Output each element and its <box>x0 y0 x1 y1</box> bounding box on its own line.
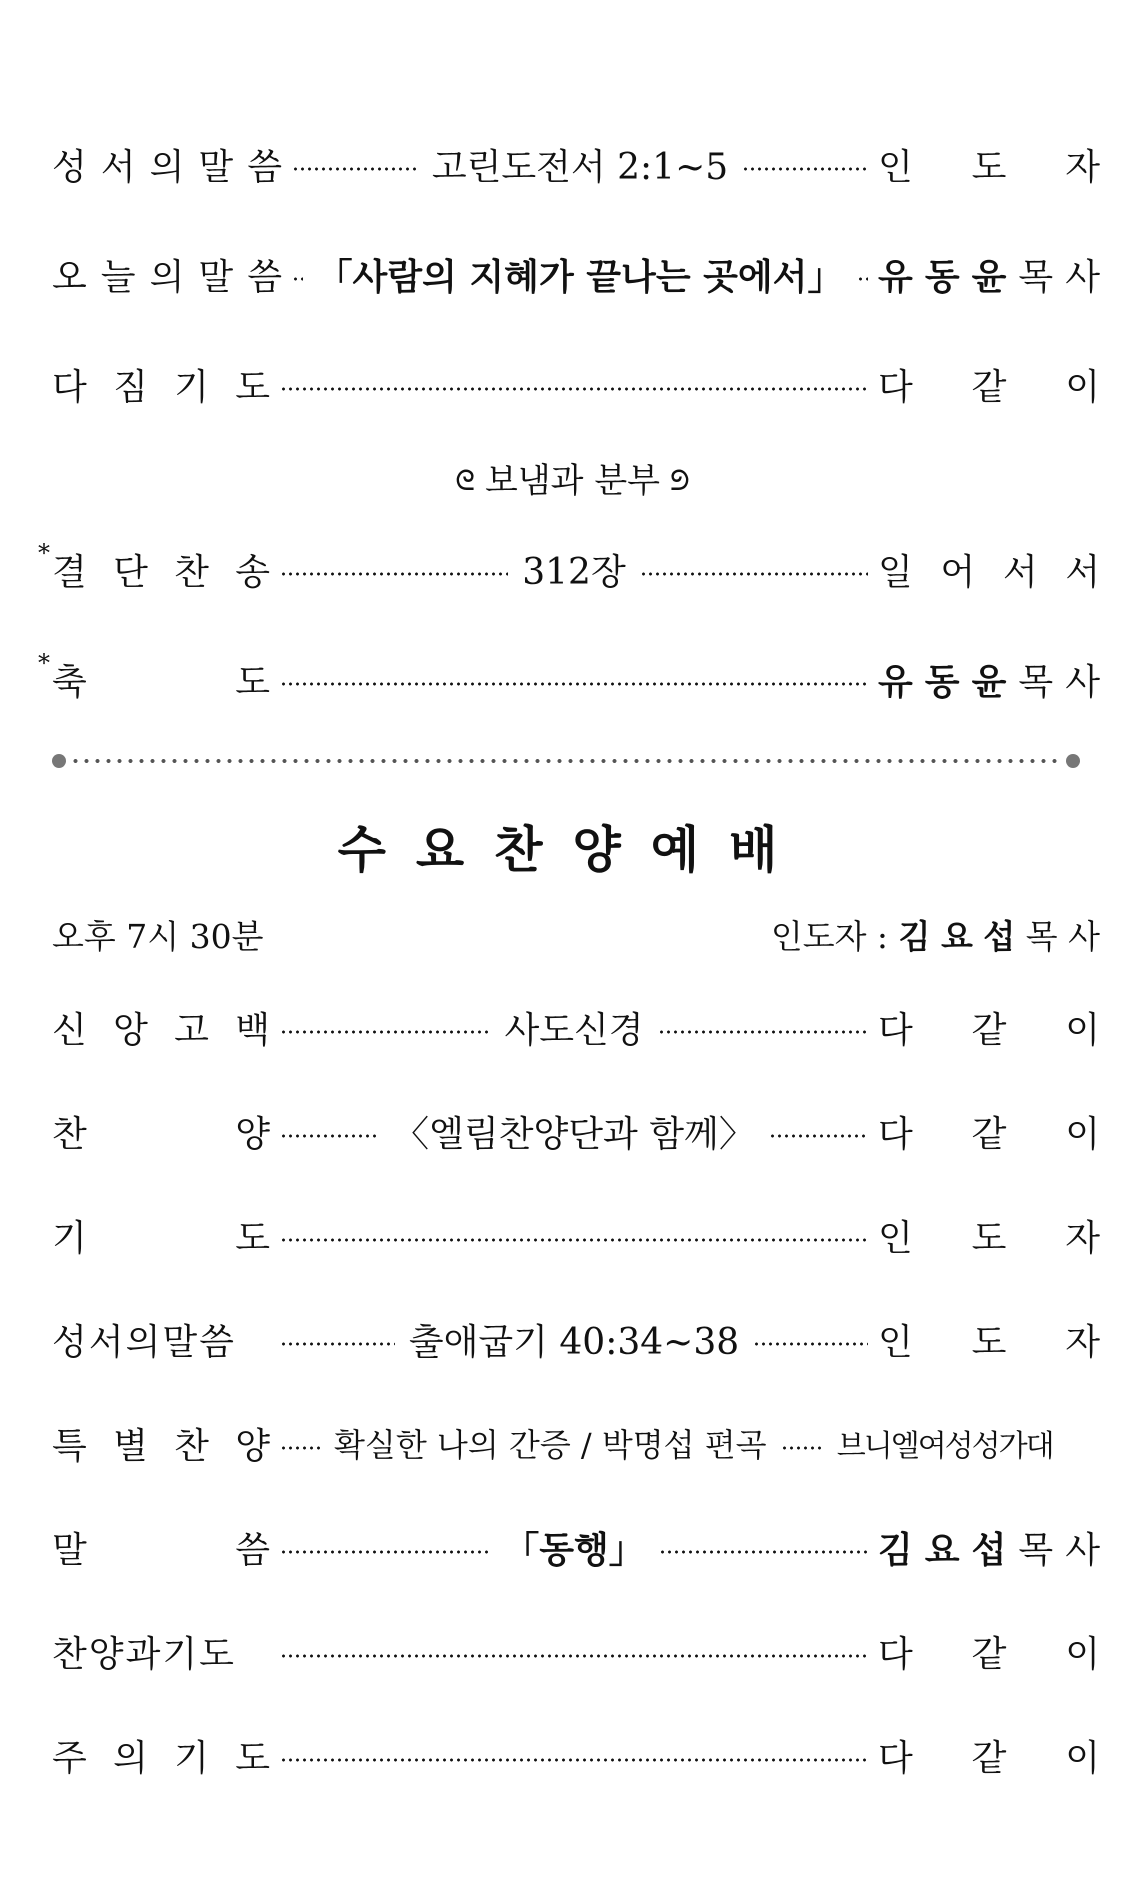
order-leader: 인 도 자 <box>878 1321 1100 1363</box>
order-label: 신 앙 고 백 <box>52 1009 270 1051</box>
order-row-scripture2 <box>52 1315 1100 1363</box>
order-detail: 출애굽기 40:34~38 <box>408 1321 740 1363</box>
order-label: 축 도 <box>52 661 270 703</box>
order-leader: 다 같 이 <box>878 366 1100 408</box>
order-leader: 김 요 섭 목 사 <box>878 1529 1100 1571</box>
dot-leader <box>280 1134 379 1138</box>
dot-leader <box>659 1550 868 1554</box>
order-row-praise <box>52 1107 1100 1155</box>
order-detail: 〈엘림찬양단과 함께〉 <box>393 1113 755 1155</box>
dot-leader <box>280 572 508 576</box>
order-label: 말 씀 <box>52 1529 270 1571</box>
order-leader: 다 같 이 <box>878 1737 1100 1779</box>
order-label: 찬 양 과 기 도 <box>52 1633 236 1675</box>
service-title: 수요찬양예배 <box>337 821 808 879</box>
dot-leader <box>640 572 868 576</box>
order-row-message <box>52 1523 1100 1571</box>
order-detail: 312장 <box>522 551 626 593</box>
dot-leader <box>781 1446 821 1450</box>
dot-leader <box>280 387 868 391</box>
order-label: 찬 양 <box>52 1113 270 1155</box>
sermon-title: 「사람의 지혜가 끝나는 곳에서」 <box>316 256 844 298</box>
service-leader: 인도자 : 김 요 섭 목 사 <box>770 916 1100 956</box>
asterisk-mark: * <box>38 539 50 567</box>
order-detail: 확실한 나의 간증 / 박명섭 편곡 <box>334 1426 767 1464</box>
dot-leader <box>292 277 303 281</box>
service-info <box>52 910 1100 958</box>
section-heading: ᘓ 보냄과 분부 ᘓ <box>455 461 690 501</box>
order-row-lords-prayer <box>52 1731 1100 1779</box>
divider-line <box>70 759 1062 763</box>
order-row-prayer <box>52 360 1100 408</box>
order-leader: 다 같 이 <box>878 1113 1100 1155</box>
divider-endpoint <box>52 754 66 768</box>
order-label: 주 의 기 도 <box>52 1737 270 1779</box>
dot-leader <box>280 1654 868 1658</box>
asterisk-mark: * <box>38 649 50 677</box>
dot-leader <box>753 1342 868 1346</box>
order-detail: 사도신경 <box>504 1009 644 1051</box>
service-time: 오후 7시 30분 <box>52 916 264 956</box>
ornament-icon: ᘓ <box>670 464 690 497</box>
order-detail: 고린도전서 2:1~5 <box>431 146 729 188</box>
dot-leader <box>280 1446 320 1450</box>
order-leader: 다 같 이 <box>878 1009 1101 1051</box>
order-row-prayer2 <box>52 1211 1100 1259</box>
dot-leader <box>292 167 418 171</box>
section-divider <box>52 754 1080 768</box>
order-row-scripture <box>52 140 1100 188</box>
divider-endpoint <box>1066 754 1080 768</box>
order-row-sermon <box>52 250 1100 298</box>
sermon-title: 「동행」 <box>503 1529 645 1571</box>
order-leader: 일 어 서 서 <box>878 551 1100 593</box>
order-label: 기 도 <box>52 1217 270 1259</box>
order-label: 다 짐 기 도 <box>52 366 270 408</box>
dot-leader <box>280 1238 868 1242</box>
order-label: 오 늘 의 말 씀 <box>52 256 282 298</box>
order-leader: 유 동 윤 목 사 <box>878 661 1100 703</box>
order-row-benediction <box>38 649 1100 703</box>
dot-leader <box>769 1134 868 1138</box>
dot-leader <box>857 277 868 281</box>
order-leader: 인 도 자 <box>878 1217 1100 1259</box>
order-leader: 유 동 윤 목 사 <box>878 256 1100 298</box>
dot-leader <box>280 1550 489 1554</box>
order-label: 특 별 찬 양 <box>52 1425 270 1467</box>
order-leader: 인 도 자 <box>878 146 1100 188</box>
order-label: 성 서 의 말 씀 <box>52 1321 236 1363</box>
dot-leader <box>280 1342 395 1346</box>
dot-leader <box>280 682 868 686</box>
order-row-special-praise <box>52 1419 1100 1467</box>
order-row-hymn <box>38 539 1100 593</box>
dot-leader <box>280 1030 490 1034</box>
dot-leader <box>658 1030 868 1034</box>
order-row-praise-prayer <box>52 1627 1100 1675</box>
order-row-creed <box>52 1003 1100 1051</box>
dot-leader <box>742 167 868 171</box>
order-label: 성 서 의 말 씀 <box>52 146 282 188</box>
order-label: 결 단 찬 송 <box>52 551 270 593</box>
order-leader: 브니엘여성성가대 <box>836 1429 1053 1464</box>
order-leader: 다 같 이 <box>878 1633 1100 1675</box>
ornament-icon: ᘓ <box>455 464 475 497</box>
dot-leader <box>280 1758 868 1762</box>
